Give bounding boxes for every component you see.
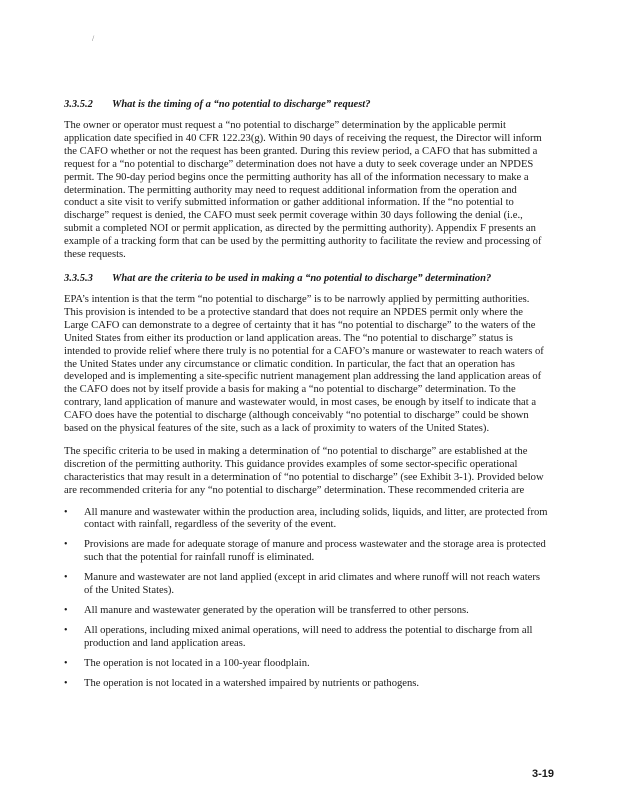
bullet-icon: • [64, 624, 68, 636]
bullet-icon: • [64, 572, 68, 584]
criteria-list [64, 507, 548, 691]
section-title: What are the criteria to be used in making a “no potential to discharge” determination? [112, 272, 492, 284]
list-item [64, 625, 548, 651]
list-item [64, 539, 548, 565]
page-number: 3-19 [531, 768, 554, 780]
section-heading-3-3-5-3 [64, 272, 548, 286]
criteria-paragraph-1: EPA’s intention is that the term “no potential to discharge” is to be narrowly applied by permitting authorities. This provision is intended to be a protective standard that does not require an NPDES permit only where the Large CAFO can demonstrate to a degree of certainty that it has “no potential to discharge” to the waters of the United States from either its production or land application areas. The “no potential to discharge” status is intended to provide relief where there truly is no potential for a CAFO’s manure or wastewater to reach waters of the United States under any circumstance or climatic condition. In particular, the fact that an operation has developed and is implementing a site-specific nutrient management plan addressing the land application areas of the CAFO does not by itself provide a basis for making a “no potential to discharge” determination. To the contrary, land application of manure and wastewater would, in most cases, be enough by itself to indicate that a CAFO does have the potential to discharge (although conceivably “no potential to discharge” could be shown based on the physical features of the site, such as a lack of proximity to waters of the United States). [64, 293, 544, 435]
section-number: 3.3.5.2 [64, 99, 93, 110]
bullet-icon: • [64, 506, 68, 518]
section-number: 3.3.5.3 [64, 272, 93, 284]
list-item-text: Manure and wastewater are not land applied (except in arid climates and where runoff will not reach waters of the United States). [84, 572, 541, 597]
list-item-text: The operation is not located in a watershed impaired by nutrients or pathogens. [84, 677, 420, 689]
corner-mark: / [92, 34, 95, 43]
list-item-text: All operations, including mixed animal operations, will need to address the potential to discharge from all production and land application areas. [84, 624, 533, 649]
list-item-text: The operation is not located in a 100-year floodplain. [84, 657, 310, 669]
criteria-paragraph-2: The specific criteria to be used in making a determination of “no potential to discharge” are established at the discretion of the permitting authority. This guidance provides examples of some sector-specific operational characteristics that may result in a determination of “no potential to discharge” (see Exhibit 3-1). Provided below are recommended criteria for any “no potential to discharge” determination. These recommended criteria are [64, 445, 544, 496]
list-item [64, 507, 548, 533]
timing-paragraph: The owner or operator must request a “no potential to discharge” determination by the applicable permit application date specified in 40 CFR 122.23(g). Within 90 days of receiving the request, the Director will inform the CAFO whether or not the request has been granted. During this review period, a CAFO that has submitted a request for a “no potential to discharge” determination does not have a duty to seek coverage under an NPDES permit. The 90-day period begins once the permitting authority has all of the information necessary to make a determination. The permitting authority may need to request additional information from the operation and conduct a site visit to verify submitted information or gather additional information. If the “no potential to discharge” request is denied, the CAFO must seek permit coverage within 30 days following the denial (i.e., submit a completed NOI or permit application, as directed by the permitting authority). Appendix F presents an example of a tracking form that can be used by the permitting authority to facilitate the review and processing of these requests. [64, 120, 542, 261]
bullet-icon: • [64, 657, 68, 669]
list-item-text: All manure and wastewater generated by the operation will be transferred to other persons. [84, 605, 469, 616]
list-item-text: Provisions are made for adequate storage of manure and process wastewater and the storage area is protected such that the potential for rainfall runoff is eliminated. [84, 539, 546, 564]
bullet-icon: • [64, 605, 68, 616]
section-title: What is the timing of a “no potential to discharge” request? [112, 99, 371, 110]
list-item [64, 658, 548, 671]
page-content [64, 98, 548, 698]
list-item-text: All manure and wastewater within the production area, including solids, liquids, and litter, are protected from contact with rainfall, regardless of the severity of the event. [84, 506, 548, 531]
bullet-icon: • [64, 539, 68, 551]
bullet-icon: • [64, 677, 68, 689]
list-item [64, 678, 548, 691]
list-item [64, 605, 548, 618]
list-item [64, 572, 548, 598]
section-heading-3-3-5-2 [64, 98, 548, 112]
